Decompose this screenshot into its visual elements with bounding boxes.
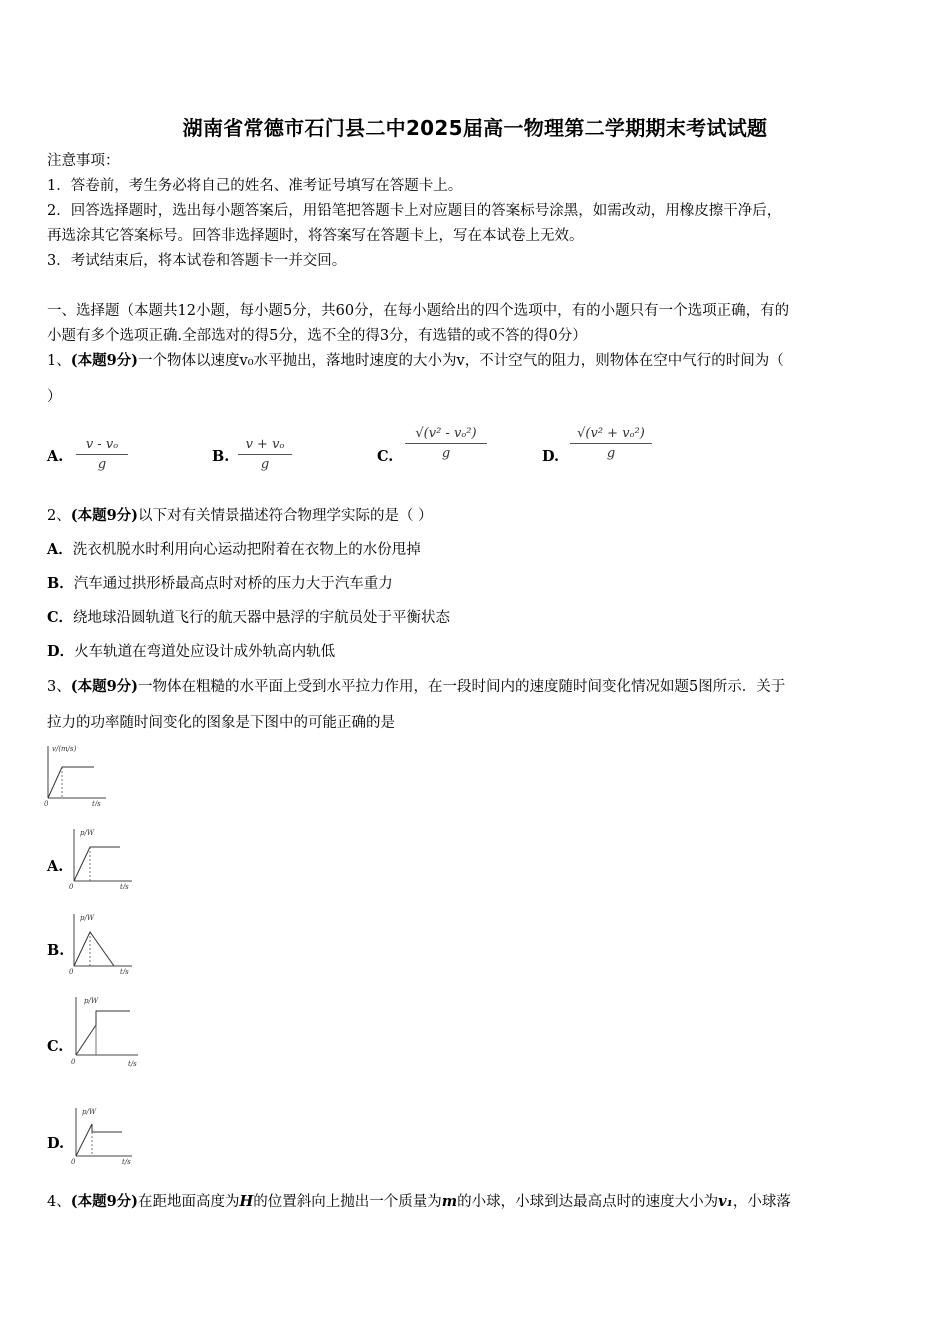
notice-heading: 注意事项： (47, 153, 120, 169)
v-t-line (48, 767, 94, 798)
q3-option-c-graph (70, 993, 144, 1069)
q1-option-b-formula (238, 437, 292, 472)
y-axis-label: p/W (84, 997, 99, 1005)
q2-option-d[interactable] (47, 642, 335, 662)
y-axis-label: p/W (80, 914, 95, 922)
q2-option-a[interactable] (47, 540, 421, 560)
q1-option-c-label[interactable]: C. (377, 448, 394, 465)
question-2 (47, 506, 433, 526)
q3-option-a-label[interactable]: A. (47, 858, 64, 875)
question-score: (本题9分) (70, 507, 139, 524)
option-text: 汽车通过拱形桥最高点时对桥的压力大于汽车重力 (73, 576, 393, 592)
question-text: 的小球，小球到达最高点时的速度大小为 (457, 1194, 719, 1210)
question-number: 3、 (47, 679, 71, 695)
question-text: 的位置斜向上抛出一个质量为 (253, 1194, 442, 1210)
x-axis-label: t/s (120, 883, 129, 889)
q3-option-d-graph (70, 1104, 140, 1166)
velocity-time-graph (42, 742, 112, 806)
option-label: A． (47, 541, 73, 558)
q3-option-c-label[interactable]: C. (47, 1038, 64, 1055)
origin-label: 0 (71, 1158, 76, 1166)
numerator: √(v² + vₒ²) (570, 426, 652, 444)
q1-option-a-formula (76, 437, 128, 472)
denominator: g (97, 457, 107, 472)
y-axis-label: p/W (82, 1108, 97, 1116)
q1-option-b-label[interactable]: B. (212, 448, 230, 465)
notice-line-3: 再选涂其它答案标号。回答非选择题时，将答案写在答题卡上，写在本试卷上无效。 (47, 228, 584, 244)
question-score: (本题9分) (70, 1193, 139, 1210)
power-line (76, 1124, 122, 1156)
q1-option-c-formula (405, 426, 487, 461)
notice-line-4: 3．考试结束后，将本试卷和答题卡一并交回。 (47, 253, 347, 269)
q3-option-b-graph (68, 910, 138, 974)
option-text: 绕地球沿圆轨道飞行的航天器中悬浮的宇航员处于平衡状态 (73, 610, 451, 626)
option-text: 火车轨道在弯道处应设计成外轨高内轨低 (74, 644, 336, 660)
question-number: 4、 (47, 1194, 71, 1210)
q3-option-a-graph (68, 825, 138, 889)
question-number: 1、 (47, 353, 71, 369)
section-intro-line-2: 小题有多个选项正确.全部选对的得5分，选不全的得3分，有选错的或不答的得0分） (47, 328, 587, 344)
question-text: 一个物体以速度v₀水平抛出，落地时速度的大小为v，不计空气的阻力，则物体在空中气行的时间为（ (138, 353, 784, 369)
question-3 (47, 677, 785, 697)
variable-m: m (441, 1193, 458, 1210)
origin-label: 0 (69, 883, 74, 889)
notice-line-2: 2．回答选择题时，选出每小题答案后，用铅笔把答题卡上对应题目的答案标号涂黑，如需改动，用橡皮擦干净后， (47, 203, 782, 219)
variable-h: H (239, 1193, 254, 1210)
q2-option-c[interactable] (47, 608, 450, 628)
q3-option-d-label[interactable]: D. (47, 1135, 65, 1152)
section-intro-line-1: 一、选择题（本题共12小题，每小题5分，共60分，在每小题给出的四个选项中，有的小题只有一个选项正确，有的 (47, 303, 790, 319)
origin-label: 0 (71, 1058, 76, 1066)
option-label: D． (47, 643, 75, 660)
y-axis-label: p/W (80, 829, 95, 837)
question-text: 以下对有关情景描述符合物理学实际的是（ ） (138, 508, 433, 524)
power-line (74, 847, 120, 881)
q1-option-d-label[interactable]: D. (542, 448, 560, 465)
notice-line-1: 1．答卷前，考生务必将自己的姓名、准考证号填写在答题卡上。 (47, 178, 463, 194)
x-axis-label: t/s (120, 968, 129, 974)
power-line (74, 932, 114, 966)
x-axis-label: t/s (128, 1060, 137, 1068)
numerator: v - vₒ (76, 437, 128, 455)
q1-option-d-formula (570, 426, 652, 461)
question-1 (47, 351, 784, 371)
question-score: (本题9分) (70, 678, 139, 695)
denominator: g (606, 446, 616, 461)
q3-option-b-label[interactable]: B. (47, 942, 65, 959)
variable-v1: v₁ (718, 1193, 733, 1210)
power-line (76, 1011, 130, 1055)
denominator: g (441, 446, 451, 461)
y-axis-label: v/(m/s) (52, 745, 77, 753)
denominator: g (260, 457, 270, 472)
x-axis-label: t/s (92, 800, 101, 806)
x-axis-label: t/s (122, 1158, 131, 1166)
question-4 (47, 1192, 791, 1212)
question-text: ，小球落 (732, 1194, 791, 1210)
question-3-line-2: 拉力的功率随时间变化的图象是下图中的可能正确的是 (47, 715, 395, 731)
q2-option-b[interactable] (47, 574, 393, 594)
q1-option-a-label[interactable]: A. (47, 448, 64, 465)
option-text: 洗衣机脱水时利用向心运动把附着在衣物上的水份甩掉 (72, 542, 421, 558)
question-score: (本题9分) (70, 352, 139, 369)
numerator: √(v² - vₒ²) (405, 426, 487, 444)
question-text: 一物体在粗糙的水平面上受到水平拉力作用，在一段时间内的速度随时间变化情况如题5图所示．关于 (138, 679, 786, 695)
numerator: v + vₒ (238, 437, 292, 455)
question-1-end: ） (47, 389, 62, 405)
question-number: 2、 (47, 508, 71, 524)
page-title: 湖南省常德市石门县二中2025届高一物理第二学期期末考试试题 (182, 116, 768, 140)
origin-label: 0 (69, 968, 74, 974)
option-label: C． (47, 609, 74, 626)
origin-label: 0 (44, 800, 49, 806)
option-label: B． (47, 575, 74, 592)
question-text: 在距地面高度为 (138, 1194, 240, 1210)
